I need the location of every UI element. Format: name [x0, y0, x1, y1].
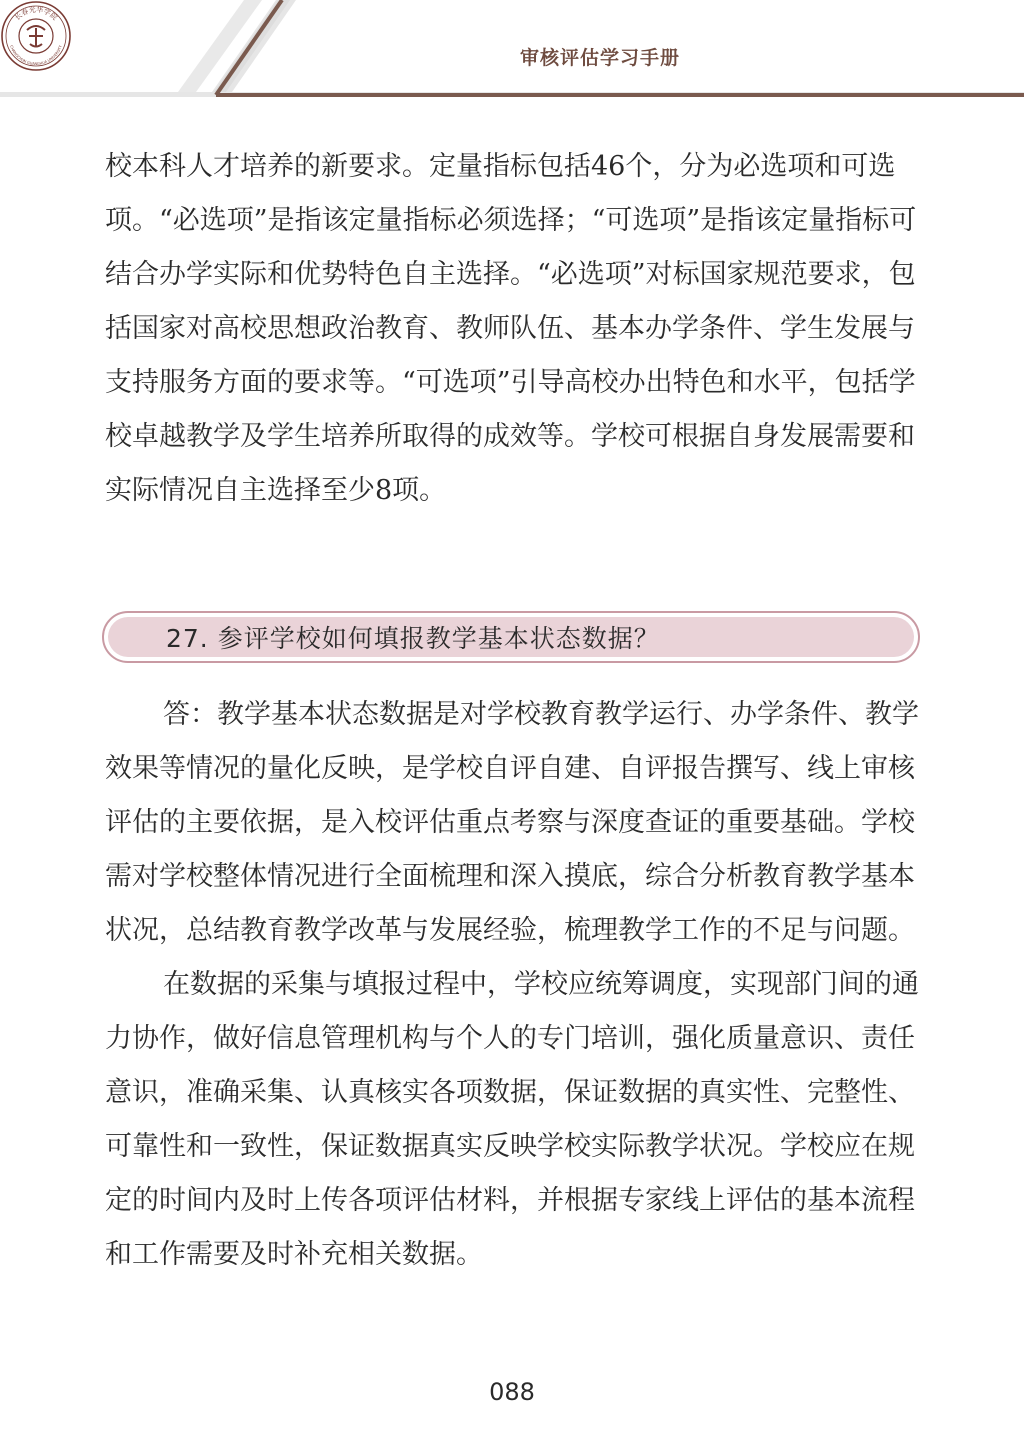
- intro-paragraph-block: [105, 140, 925, 518]
- university-seal-logo: [0, 0, 72, 72]
- page-header: [0, 0, 1024, 100]
- logo-text-bottom: CHANGCHUN GUANGHUA UNIVERSITY: [9, 44, 63, 67]
- page-number: 088: [489, 1378, 535, 1406]
- handbook-title: 审核评估学习手册: [520, 47, 681, 69]
- section-heading-box: [102, 611, 920, 663]
- section-heading: 27. 参评学校如何填报教学基本状态数据？: [166, 624, 660, 653]
- answer-paragraph: 答：教学基本状态数据是对学校教育教学运行、办学条件、教学效果等情况的量化反映，是学校自评自建、自评报告撰写、线上审核评估的主要依据，是入校评估重点考察与深度查证的重要基础。学校需对学校整体情况进行全面梳理和深入摸底，综合分析教育教学基本状况，总结教育教学改革与发展经验，梳理教学工作的不足与问题。: [105, 699, 919, 946]
- intro-paragraph: 校本科人才培养的新要求。定量指标包括46个，分为必选项和可选项。“必选项”是指该定量指标必须选择；“可选项”是指该定量指标可结合办学实际和优势特色自主选择。“必选项”对标国家规范要求，包括国家对高校思想政治教育、教师队伍、基本办学条件、学生发展与支持服务方面的要求等。“可选项”引导高校办出特色和水平，包括学校卓越教学及学生培养所取得的成效等。学校可根据自身发展需要和实际情况自主选择至少8项。: [105, 151, 917, 506]
- header-decoration: [0, 0, 1024, 100]
- answer-block: [105, 688, 925, 1282]
- logo-text-top: 长春光华学院: [13, 5, 59, 22]
- process-paragraph: 在数据的采集与填报过程中，学校应统筹调度，实现部门间的通力协作，做好信息管理机构与个人的专门培训，强化质量意识、责任意识，准确采集、认真核实各项数据，保证数据的真实性、完整性、可靠性和一致性，保证数据真实反映学校实际教学状况。学校应在规定的时间内及时上传各项评估材料，并根据专家线上评估的基本流程和工作需要及时补充相关数据。: [105, 969, 919, 1270]
